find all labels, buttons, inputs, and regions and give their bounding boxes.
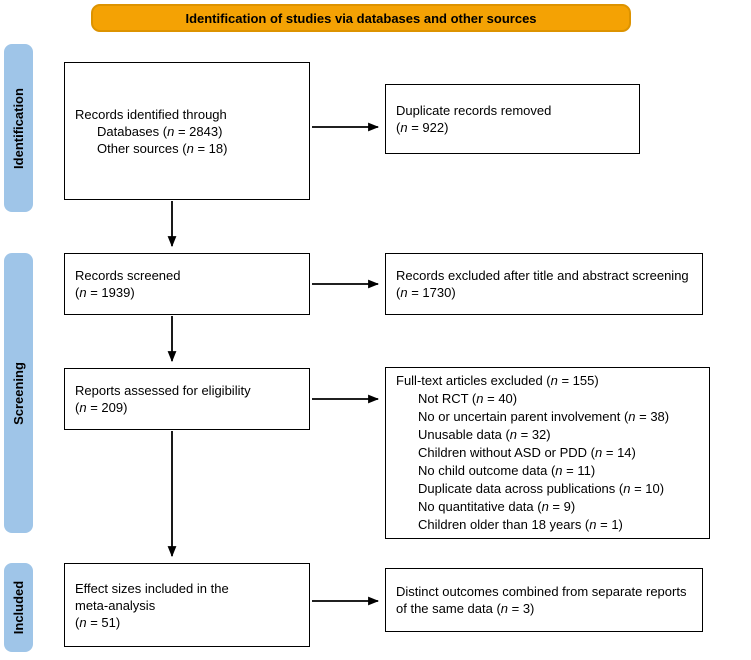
box-records-screened bbox=[64, 253, 310, 315]
text-line: Children without ASD or PDD (n = 14) bbox=[418, 445, 636, 460]
text-line: Unusable data (n = 32) bbox=[418, 427, 551, 442]
box-duplicate-records-removed bbox=[385, 84, 640, 154]
stage-included bbox=[4, 563, 33, 652]
box-records-identified bbox=[64, 62, 310, 200]
banner-label: Identification of studies via databases and other sources bbox=[185, 10, 537, 26]
box-reports-assessed bbox=[64, 368, 310, 430]
text-line: Records excluded after title and abstract screening bbox=[396, 268, 689, 283]
box-records-excluded bbox=[385, 253, 703, 315]
text-line: Reports assessed for eligibility bbox=[75, 383, 251, 398]
stage-included-label: Included bbox=[11, 580, 27, 635]
text-line: Not RCT (n = 40) bbox=[418, 391, 518, 406]
text-line: Records identified through bbox=[75, 106, 227, 122]
text-line: Records screened bbox=[75, 268, 181, 283]
text-line: (n = 51) bbox=[75, 614, 121, 630]
text-line: No quantitative data (n = 9) bbox=[418, 499, 576, 514]
text-line: Children older than 18 years (n = 1) bbox=[418, 517, 623, 532]
text-line: Distinct outcomes combined from separate reports bbox=[396, 584, 687, 599]
stage-identification bbox=[4, 44, 33, 212]
stage-screening bbox=[4, 253, 33, 533]
text-line: (n = 1730) bbox=[396, 285, 456, 300]
stage-screening-label: Screening bbox=[11, 361, 27, 425]
text-line: Other sources (n = 18) bbox=[97, 140, 228, 156]
text-line: of the same data (n = 3) bbox=[396, 601, 535, 616]
box-distinct-outcomes-combined bbox=[385, 568, 703, 632]
text-line: Duplicate data across publications (n = 10) bbox=[418, 481, 665, 496]
text-line: (n = 1939) bbox=[75, 285, 135, 300]
text-line: (n = 209) bbox=[75, 400, 128, 415]
text-line: No or uncertain parent involvement (n = 38) bbox=[418, 409, 670, 424]
text-line: (n = 922) bbox=[396, 120, 449, 135]
text-line: Databases (n = 2843) bbox=[97, 123, 223, 139]
text-line: Duplicate records removed bbox=[396, 103, 552, 118]
text-line: meta-analysis bbox=[75, 597, 156, 613]
box-effect-sizes-included bbox=[64, 563, 310, 647]
box-fulltext-articles-excluded bbox=[385, 367, 710, 539]
text-line: No child outcome data (n = 11) bbox=[418, 463, 596, 478]
text-line: Effect sizes included in the bbox=[75, 580, 229, 596]
text-line: Full-text articles excluded (n = 155) bbox=[396, 373, 599, 388]
banner bbox=[91, 4, 631, 32]
stage-identification-label: Identification bbox=[11, 87, 27, 169]
